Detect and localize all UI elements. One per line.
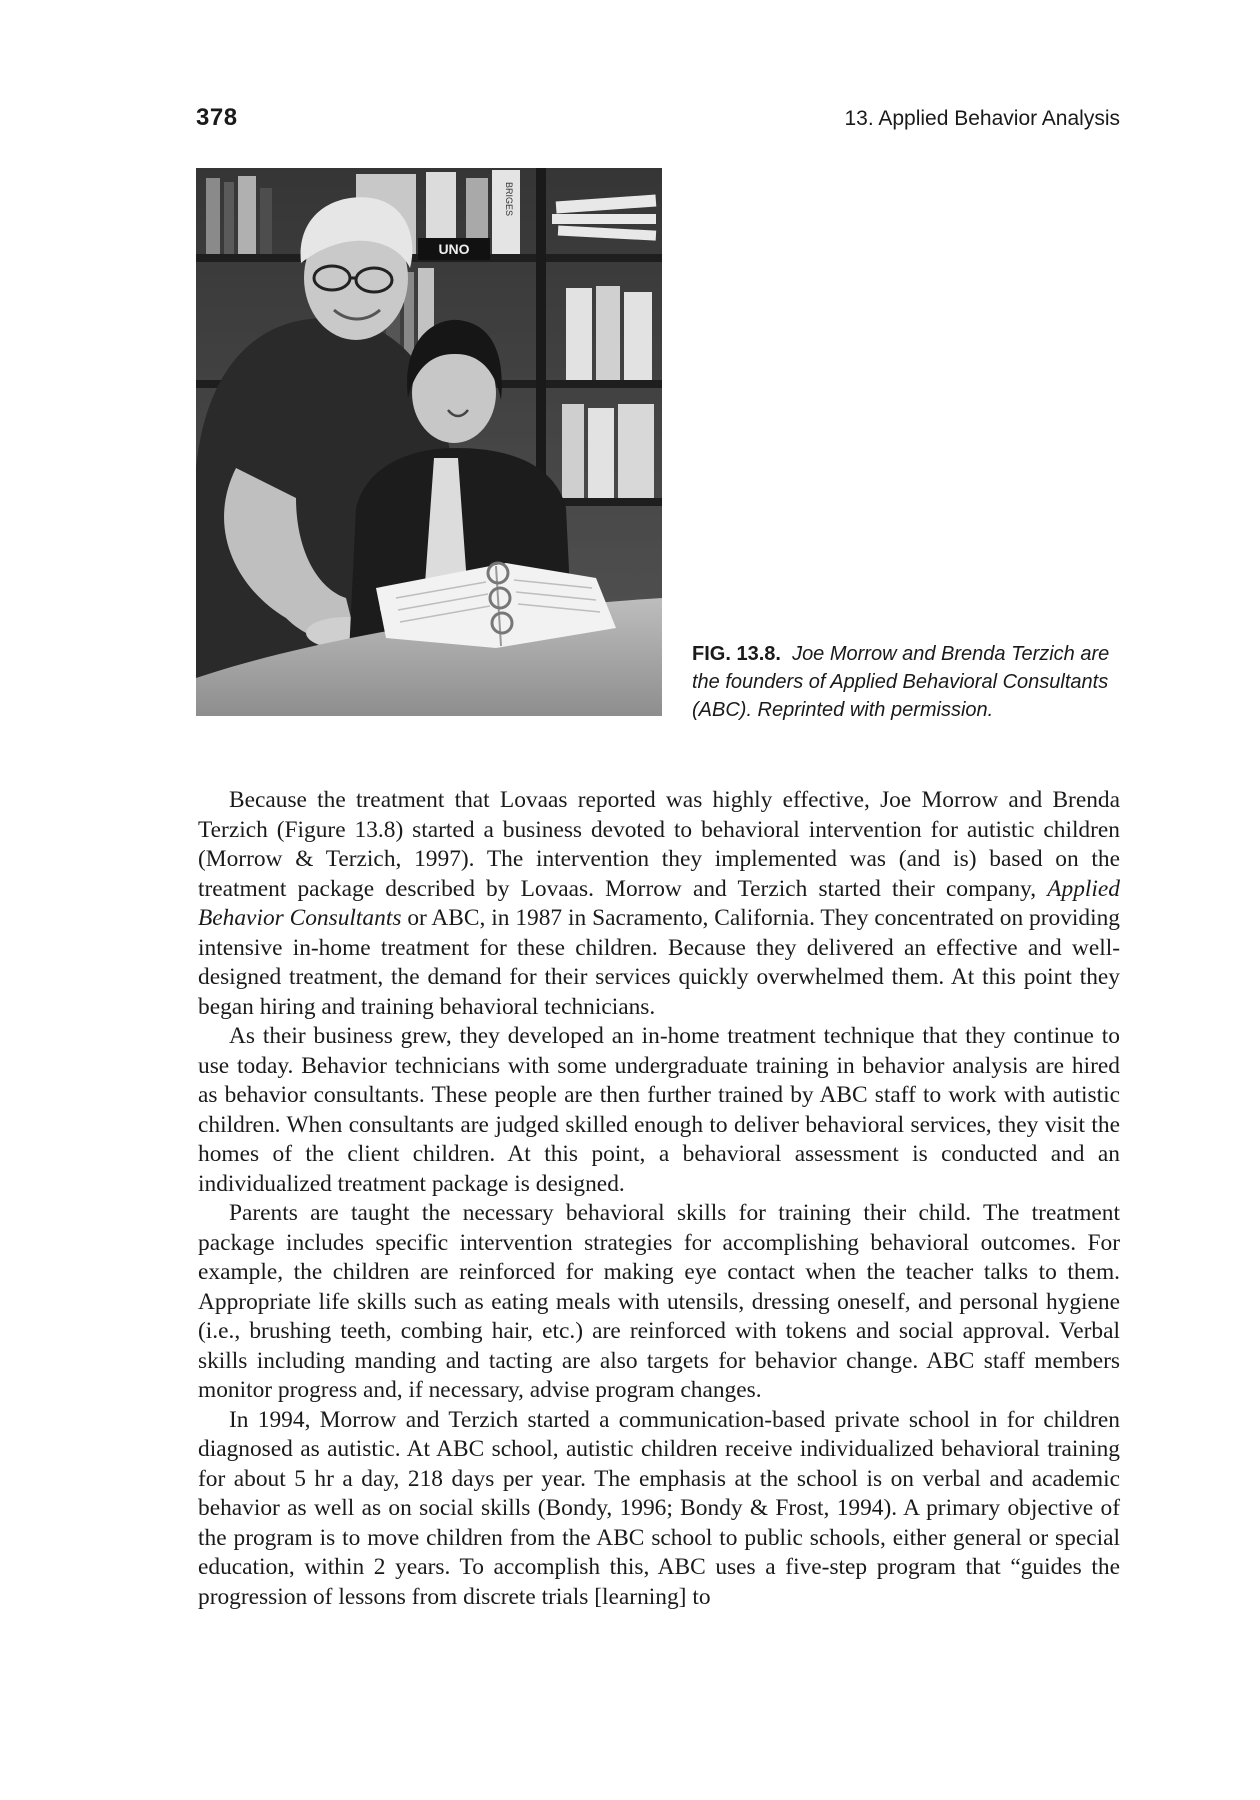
paragraph-1-text: Because the treatment that Lovaas reported was highly effective, Joe Morrow and Brenda Terzich (Figure 13.8) started a business devoted to behavioral intervention for autistic children (Morrow & Terzich, 1997). The intervention they implemented was (and is) based on the treatment package described by Lovaas. Morrow and Terzich started their company, (198, 787, 1120, 902)
paragraph-2: As their business grew, they developed an in-home treatment technique that they continue to use today. Behavior technicians with some undergraduate training in behavior analysis are hired as behavior consultants. These people are then further trained by ABC staff to work with autistic children. When consultants are judged skilled enough to deliver behavioral services, they visit the homes of the client children. At this point, a behavioral assessment is conducted and an individualized treatment package is designed. (198, 1023, 1120, 1197)
figure-caption (692, 640, 1122, 724)
running-head: 13. Applied Behavior Analysis (844, 107, 1120, 130)
caption-label: FIG. 13.8. (692, 643, 781, 665)
binder-label: BRIGES (504, 182, 514, 217)
photo-illustration (196, 168, 662, 716)
body-text (198, 786, 1120, 1612)
uno-box-label: UNO (438, 241, 470, 257)
paragraph-3: Parents are taught the necessary behavioral skills for training their child. The treatment package includes specific intervention strategies for accomplishing behavioral outcomes. For example, the children are reinforced for making eye contact when the teacher talks to them. Appropriate life skills such as eating meals with utensils, dressing oneself, and personal hygiene (i.e., brushing teeth, combing hair, etc.) are reinforced with tokens and social approval. Verbal skills including manding and tacting are also targets for behavior change. ABC staff members monitor progress and, if necessary, advise program changes. (198, 1200, 1120, 1403)
caption-text: Joe Morrow and Brenda Terzich are the founders of Applied Behavioral Consultants (ABC). Reprinted with permission. (692, 643, 1110, 721)
paragraph-1-text-continued: or ABC, in 1987 in Sacramento, California. They concentrated on providing intensive in-home treatment for these children. Because they delivered an effective and well-designed treatment, the demand for their services quickly overwhelmed them. At this point they began hiring and training behavioral technicians. (198, 905, 1120, 1020)
paragraph-1 (198, 786, 1120, 1022)
company-name-italic: Applied Behavior Consultants (198, 875, 1120, 931)
page-number: 378 (196, 104, 238, 131)
figure-photo (196, 168, 662, 716)
paragraph-4: In 1994, Morrow and Terzich started a communication-based private school in for children diagnosed as autistic. At ABC school, autistic children receive individualized behavioral training for about 5 hr a day, 218 days per year. The emphasis at the school is on verbal and academic behavior as well as on social skills (Bondy, 1996; Bondy & Frost, 1994). A primary objective of the program is to move children from the ABC school to public schools, either general or special education, within 2 years. To accomplish this, ABC uses a five-step program that “guides the progression of lessons from discrete trials [learning] to (198, 1406, 1120, 1610)
